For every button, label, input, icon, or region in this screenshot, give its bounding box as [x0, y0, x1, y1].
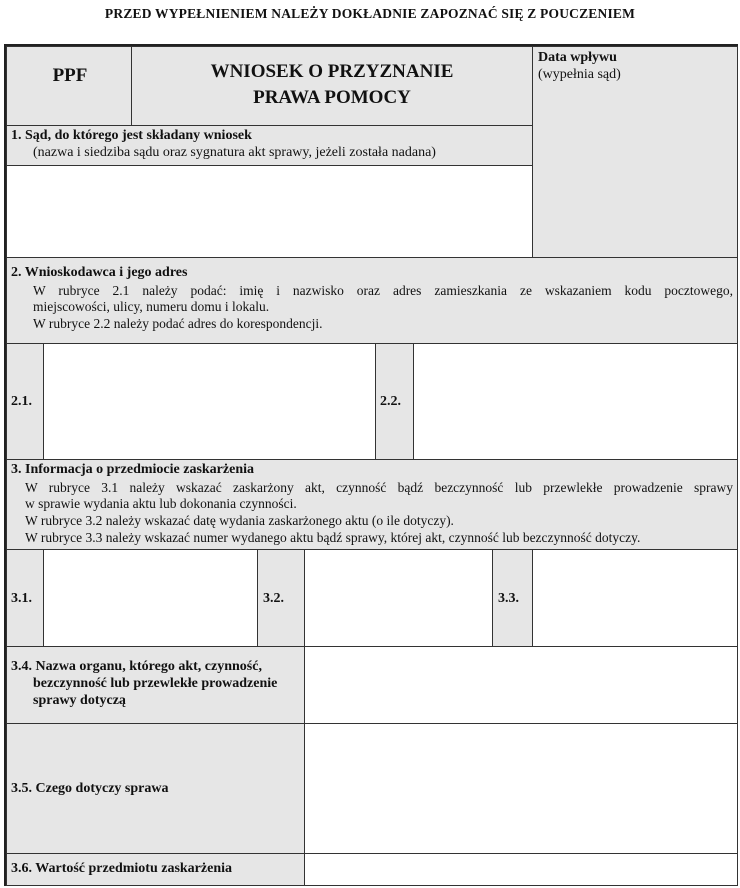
application-form — [4, 44, 738, 886]
section2-desc-line2: miejscowości, ulicy, numeru domu i lokalu. — [33, 299, 270, 314]
field-2-1-label-box — [6, 343, 44, 460]
act-number-field[interactable] — [532, 549, 738, 647]
section1-hint: (nazwa i siedziba sądu oraz sygnatura akt sprawy, jeżeli została nadana) — [33, 145, 436, 160]
date-received-box — [532, 46, 738, 258]
section3-title: 3. Informacja o przedmiocie zaskarżenia — [11, 462, 254, 477]
section2-title: 2. Wnioskodawca i jego adres — [11, 265, 188, 280]
form-title-line1: WNIOSEK O PRZYZNANIE — [210, 61, 454, 82]
form-code-box — [6, 46, 132, 126]
case-subject-field[interactable] — [304, 723, 738, 854]
section3-desc-line3: W rubryce 3.2 należy wskazać datę wydania zaskarżonego aktu (o ile dotyczy). — [25, 513, 454, 528]
section2-desc-line1: W rubryce 2.1 należy podać: imię i nazwisko oraz adres zamieszkania ze wskazaniem kodu pocztowego, — [33, 283, 733, 298]
field-3-6-label: 3.6. Wartość przedmiotu zaskarżenia — [11, 861, 232, 876]
date-received-subtitle: (wypełnia sąd) — [538, 67, 621, 82]
authority-name-field[interactable] — [304, 646, 738, 724]
act-date-field[interactable] — [304, 549, 493, 647]
section2-desc-line3: W rubryce 2.2 należy podać adres do korespondencji. — [33, 316, 323, 331]
field-3-2-label-box — [257, 549, 305, 647]
section1-title: 1. Sąd, do którego jest składany wniosek — [11, 128, 252, 143]
section3-desc-line4: W rubryce 3.3 należy wskazać numer wydanego aktu bądź sprawy, której akt, czynność lub bezczynność dotyczy. — [25, 530, 641, 545]
field-3-3-label-box — [492, 549, 533, 647]
form-title-line2: PRAWA POMOCY — [253, 87, 411, 108]
date-received-title: Data wpływu — [538, 50, 617, 65]
field-3-4-label-box — [6, 646, 305, 724]
field-3-5-label-box — [6, 723, 305, 854]
field-2-2-label-box — [375, 343, 414, 460]
contested-act-field[interactable] — [43, 549, 258, 647]
field-3-4-label-line2: bezczynność lub przewlekłe prowadzenie — [33, 676, 278, 691]
field-3-2-label: 3.2. — [263, 591, 284, 606]
court-name-field[interactable] — [6, 165, 533, 258]
correspondence-address-field[interactable] — [413, 343, 738, 460]
field-3-1-label: 3.1. — [11, 591, 32, 606]
section3-header — [6, 459, 738, 550]
field-2-2-label: 2.2. — [380, 394, 401, 409]
section1-header — [6, 125, 533, 166]
field-3-1-label-box — [6, 549, 44, 647]
field-3-4-label-line1: 3.4. Nazwa organu, którego akt, czynność, — [11, 659, 262, 674]
field-3-6-label-box — [6, 853, 305, 886]
form-title-box — [131, 46, 533, 126]
field-2-1-label: 2.1. — [11, 394, 32, 409]
field-3-5-label: 3.5. Czego dotyczy sprawa — [11, 781, 169, 796]
form-code: PPF — [52, 65, 88, 86]
contested-value-field[interactable] — [304, 853, 738, 886]
section2-header — [6, 257, 738, 344]
applicant-address-field[interactable] — [43, 343, 376, 460]
field-3-4-label-line3: sprawy dotyczą — [33, 693, 126, 708]
section3-desc-line2: w sprawie wydania aktu lub dokonania czynności. — [25, 496, 297, 511]
field-3-3-label: 3.3. — [498, 591, 519, 606]
section3-desc-line1: W rubryce 3.1 należy wskazać zaskarżony akt, czynność bądź bezczynność lub przewlekłe prowadzenie sprawy — [25, 480, 733, 495]
instruction-notice: PRZED WYPEŁNIENIEM NALEŻY DOKŁADNIE ZAPOZNAĆ SIĘ Z POUCZENIEM — [104, 6, 636, 21]
